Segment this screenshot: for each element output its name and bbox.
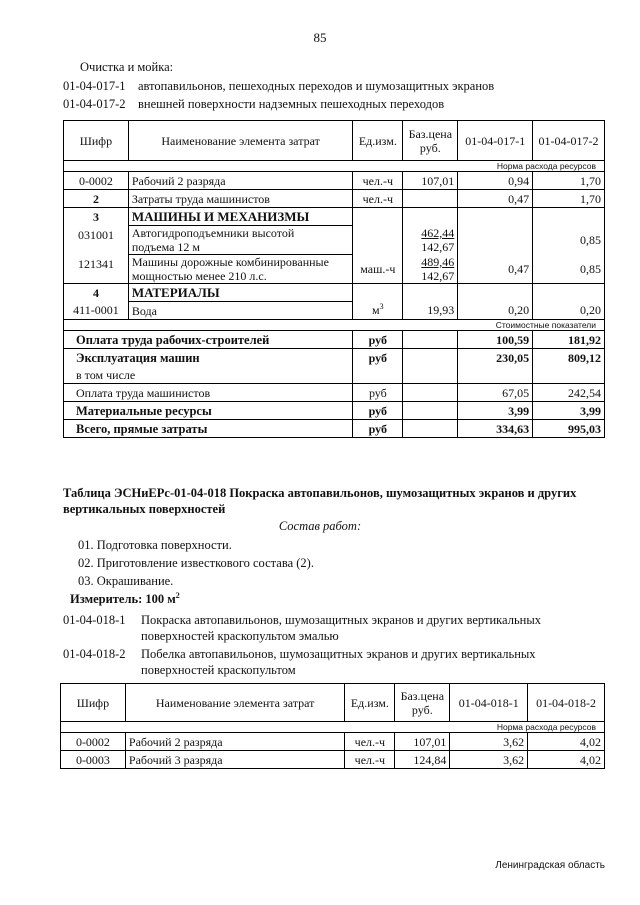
item-code: 01-04-017-1 <box>63 79 126 93</box>
table-row: 031001 Автогидроподъемники высотой подъема 12 м 462,44 142,67 0,85 <box>64 226 605 255</box>
page-number: 85 <box>313 30 327 45</box>
item-text: внешней поверхности надземных пешеходных переходов <box>138 97 445 111</box>
header-col1: 01-04-018-1 <box>450 684 528 722</box>
meter-label: Измеритель: 100 $м^2$ <box>70 590 180 606</box>
table-row: 2 Затраты труда машинистов чел.-ч 0,47 1,70 <box>64 190 605 208</box>
cost-label: Стоимостные показатели <box>64 320 605 331</box>
norm-label: Норма расхода ресурсов <box>61 722 605 733</box>
item-block: 01-04-018-1 Покраска автопавильонов, шумозащитных экранов и других вертикальных поверхностей краскопультом эмалью <box>63 613 541 643</box>
table-title: Таблица ЭСНиЕРс-01-04-018 Покраска автопавильонов, шумозащитных экранов и других вертикальных поверхностей <box>63 486 577 516</box>
work-item: 03. Окрашивание. <box>78 574 174 588</box>
resource-table-2 <box>60 683 605 769</box>
table-row: 0-0002 Рабочий 2 разряда чел.-ч 107,01 3,62 4,02 <box>61 733 605 751</box>
cost-row: Оплата труда рабочих-строителей руб 100,59 181,92 <box>64 331 605 349</box>
header-name: Наименование элемента затрат <box>128 121 352 161</box>
footer-region: Ленинградская область <box>495 860 605 871</box>
header-price: Баз.цена руб. <box>395 684 450 722</box>
cost-row: Материальные ресурсы руб 3,99 3,99 <box>64 402 605 420</box>
item-code: 01-04-017-2 <box>63 97 126 111</box>
table-row: 3 МАШИНЫ И МЕХАНИЗМЫ <box>64 208 605 226</box>
header-code: Шифр <box>61 684 126 722</box>
header-name: Наименование элемента затрат <box>125 684 344 722</box>
header-row <box>61 684 605 722</box>
item-line <box>63 97 444 112</box>
cost-row: Эксплуатация машин руб 230,05 809,12 <box>64 349 605 367</box>
table-row: 0-0002 Рабочий 2 разряда чел.-ч 107,01 0,94 1,70 <box>64 172 605 190</box>
header-col2: 01-04-017-2 <box>533 121 605 161</box>
header-row <box>64 121 605 161</box>
cost-row: Всего, прямые затраты руб 334,63 995,03 <box>64 420 605 438</box>
resource-table-1 <box>63 120 605 438</box>
table-row: 4 МАТЕРИАЛЫ <box>64 284 605 302</box>
header-price: Баз.цена руб. <box>403 121 458 161</box>
header-unit: Ед.изм. <box>345 684 395 722</box>
table-row: 121341 Машины дорожные комбинированные мощностью менее 210 л.с. маш.-ч 489,46 142,67 0,47 0,85 <box>64 255 605 284</box>
item-block: 01-04-018-2 Побелка автопавильонов, шумозащитных экранов и других вертикальных поверхностей краскопультом <box>63 647 536 677</box>
cost-row: в том числе <box>64 366 605 384</box>
header-col1: 01-04-017-1 <box>458 121 533 161</box>
section-heading: Очистка и мойка: <box>80 60 174 74</box>
table-row: 0-0003 Рабочий 3 разряда чел.-ч 124,84 3,62 4,02 <box>61 751 605 769</box>
item-text: автопавильонов, пешеходных переходов и шумозащитных экранов <box>138 79 495 93</box>
header-col2: 01-04-018-2 <box>528 684 605 722</box>
norm-label: Норма расхода ресурсов <box>64 161 605 172</box>
work-item: 02. Приготовление известкового состава (2). <box>78 556 314 570</box>
table-row: 411-0001 Вода $м^3$ 19,93 0,20 0,20 <box>64 302 605 320</box>
works-heading: Состав работ: <box>278 519 362 533</box>
cost-row: Оплата труда машинистов руб 67,05 242,54 <box>64 384 605 402</box>
header-code: Шифр <box>64 121 129 161</box>
work-item: 01. Подготовка поверхности. <box>78 538 232 552</box>
item-line <box>63 79 494 94</box>
header-unit: Ед.изм. <box>353 121 403 161</box>
